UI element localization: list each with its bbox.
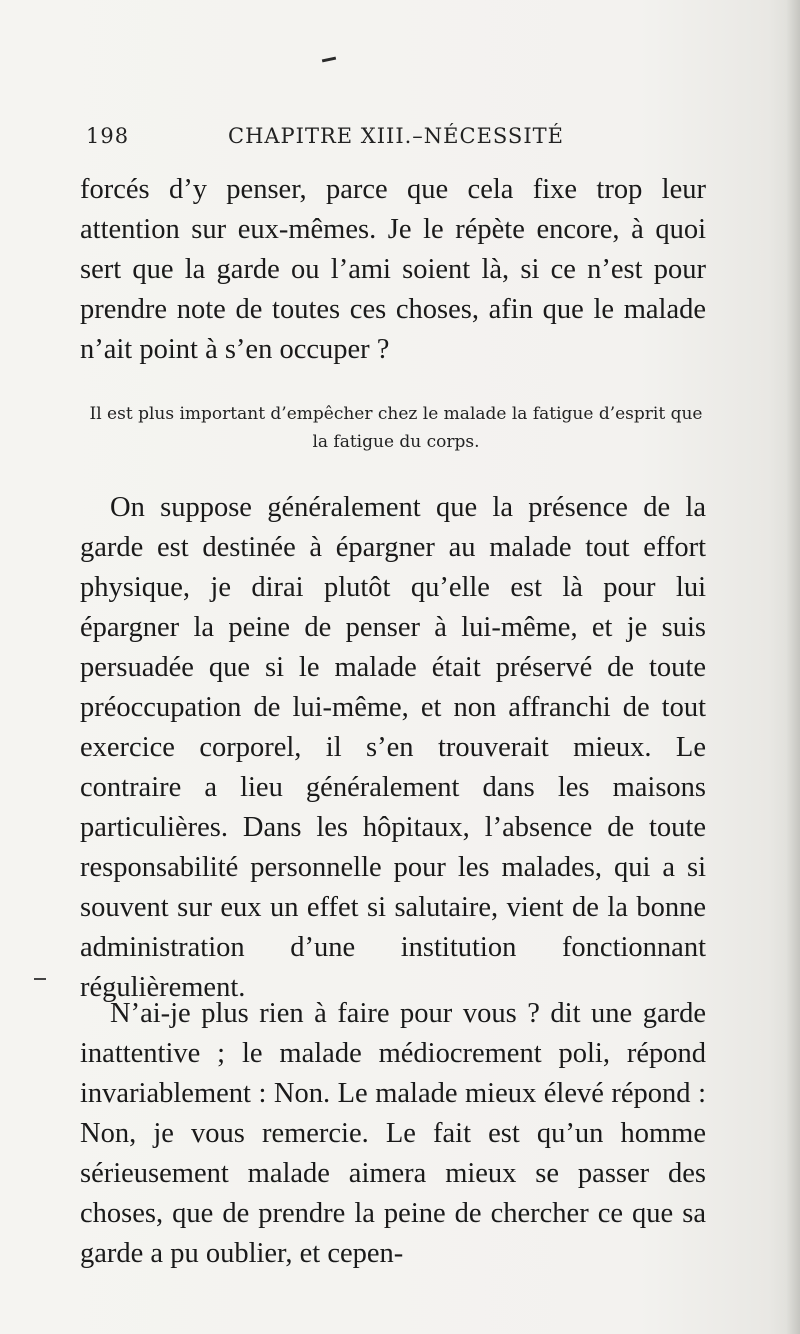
page-number: 198 (86, 124, 130, 148)
paragraph: On suppose généralement que la présence de la garde est destinée à épargner au malade tout effort physique, je dirai plutôt qu’elle est là pour lui épargner la peine de penser à lui-même, et je suis persuadée que si le malade était préservé de toute préoccupation de lui-même, et non affranchi de tout exercice corporel, il s’en trouverait mieux. Le contraire a lieu généralement dans les maisons particulières. Dans les hôpitaux, l’absence de toute responsabilité personnelle pour les malades, qui a si souvent sur eux un effet si salutaire, vient de la bonne administration d’une institution fonctionnant régulièrement. (80, 492, 706, 1003)
running-head (86, 124, 706, 158)
paragraph-continued: forcés d’y penser, parce que cela fixe trop leur attention sur eux-mêmes. Je le répète encore, à quoi sert que la garde ou l’ami soient là, si ce n’est pour prendre note de toutes ces choses, afin que le malade n’ait point à s’en occuper ? (80, 174, 706, 365)
paragraph: N’ai-je plus rien à faire pour vous ? dit une garde inattentive ; le malade médiocrement poli, répond invariablement : Non. Le malade mieux élevé répond : Non, je vous remercie. Le fait est qu’un homme sérieusement malade aimera mieux se passer des choses, que de prendre la peine de chercher ce que sa garde a pu oublier, et cepen- (80, 998, 706, 1269)
chapter-title: CHAPITRE XIII.–NÉCESSITÉ (228, 124, 564, 148)
page-edge-shadow (786, 0, 800, 1334)
ink-mark (322, 57, 336, 63)
marginal-heading: Il est plus important d’empêcher chez le malade la fatigue d’esprit que la fatigue du corps. (89, 404, 703, 452)
margin-tick (34, 978, 46, 980)
